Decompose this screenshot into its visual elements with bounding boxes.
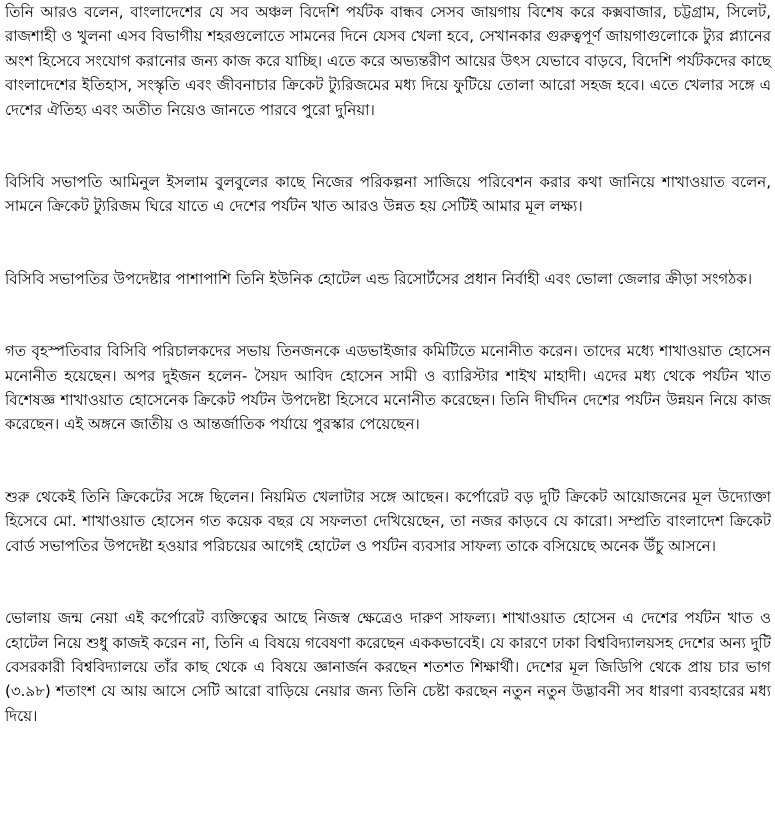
paragraph-cricket-background: শুরু থেকেই তিনি ক্রিকেটের সঙ্গে ছিলেন। নিয়মিত খেলাটার সঙ্গে আছেন। কর্পোরেট বড় দুটি ক্রিকেট আয়োজনের মূল উদ্যোক্তা হিসেবে মো. শাখাওয়াত হোসেন গত কয়েক বছর যে সফলতা দেখিয়েছেন, তা নজর কাড়বে যে কারো। সম্প্রতি বাংলাদেশ ক্রিকেট বোর্ড সভাপতির উপদেষ্টা হওয়ার পরিচয়ের আগেই হোটেল ও পর্যটন ব্যবসার সাফল্য তাকে বসিয়েছে অনেক উঁচু আসনে। — [5, 487, 771, 555]
paragraph-committee-nomination: গত বৃহস্পতিবার বিসিবি পরিচালকদের সভায় তিনজনকে এডভাইজার কমিটিতে মনোনীত করেন। তাদের মধ্যে শাখাওয়াত হোসেন মনোনীত হয়েছেন। অপর দুইজন হলেন- সৈয়দ আবিদ হোসেন সামী ও ব্যারিস্টার শাইখ মাহাদী। এদের মধ্য থেকে পর্যটন খাত বিশেষজ্ঞ শাখাওয়াত হোসেনেক ক্রিকেট পর্যটন উপদেষ্টা হিসেবে মনোনীত করেছেন। তিনি দীর্ঘদিন দেশের পর্যটন উন্নয়ন নিয়ে কাজ করেছেন। এই অঙ্গনে জাতীয় ও আন্তর্জাতিক পর্যায়ে পুরস্কার পেয়েছেন। — [5, 342, 771, 434]
paragraph-tourism-plan: তিনি আরও বলেন, বাংলাদেশের যে সব অঞ্চল বিদেশি পর্যটক বান্ধব সেসব জায়গায় বিশেষ করে কক্সবাজার, চট্টগ্রাম, সিলেট, রাজশাহী ও খুলনা এসব বিভাগীয় শহরগুলোতে সামনের দিনে যেসব খেলা হবে, সেখানকার গুরুত্বপূর্ণ জায়গাগুলোকে ট্যুর প্ল্যানের অংশ হিসেবে সংযোগ করানোর জন্য কাজ করে যাচ্ছি। এতে করে অভ্যন্তরীণ আয়ের উৎস যেভাবে বাড়বে, বিদেশি পর্যটকদের কাছে বাংলাদেশের ইতিহাস, সংস্কৃতি এবং জীবনাচার ক্রিকেট ট্যুরিজমের মধ্য দিয়ে ফুটিয়ে তোলা আরো সহজ হবে। এতে খেলার সঙ্গে এ দেশের ঐতিহ্য এবং অতীত নিয়েও জানতে পারবে পুরো দুনিয়া। — [5, 3, 771, 119]
paragraph-advisor-role: বিসিবি সভাপতির উপদেষ্টার পাশাপাশি তিনি ইউনিক হোটেল এন্ড রিসোর্টসের প্রধান নির্বাহী এবং ভোলা জেলার ক্রীড়া সংগঠক। — [5, 269, 753, 288]
paragraph-research-success: ভোলায় জন্ম নেয়া এই কর্পোরেট ব্যক্তিত্বের আছে নিজস্ব ক্ষেত্রেও দারুণ সাফল্য। শাখাওয়াত হোসেন এ দেশের পর্যটন খাত ও হোটেল নিয়ে শুধু কাজই করেন না, তিনি এ বিষয়ে গবেষণা করেছেন এককভাবেই। যে কারণে ঢাকা বিশ্ববিদ্যালয়সহ দেশের অন্য দুটি বেসরকারী বিশ্ববিদ্যালয়ে তাঁর কাছ থেকে এ বিষয়ে জ্ঞানার্জন করছেন শতশত শিক্ষার্থী। দেশের মূল জিডিপি থেকে প্রায় চার ভাগ (৩.৯৮) শতাংশ যে আয় আসে সেটি আরো বাড়িয়ে নেয়ার জন্য তিনি চেষ্টা করছেন নতুন নতুন উদ্ভাবনী সব ধারণা ব্যবহারের মধ্য দিয়ে। — [5, 609, 771, 725]
paragraph-bcb-president: বিসিবি সভাপতি আমিনুল ইসলাম বুলবুলের কাছে নিজের পরিকল্পনা সাজিয়ে পরিবেশন করার কথা জানিয়ে শাখাওয়াত বলেন, সামনে ক্রিকেট ট্যুরিজম ঘিরে যাতে এ দেশের পর্যটন খাত আরও উন্নত হয় সেটিই আমার মূল লক্ষ্য। — [5, 173, 771, 216]
article-body — [5, 0, 771, 728]
